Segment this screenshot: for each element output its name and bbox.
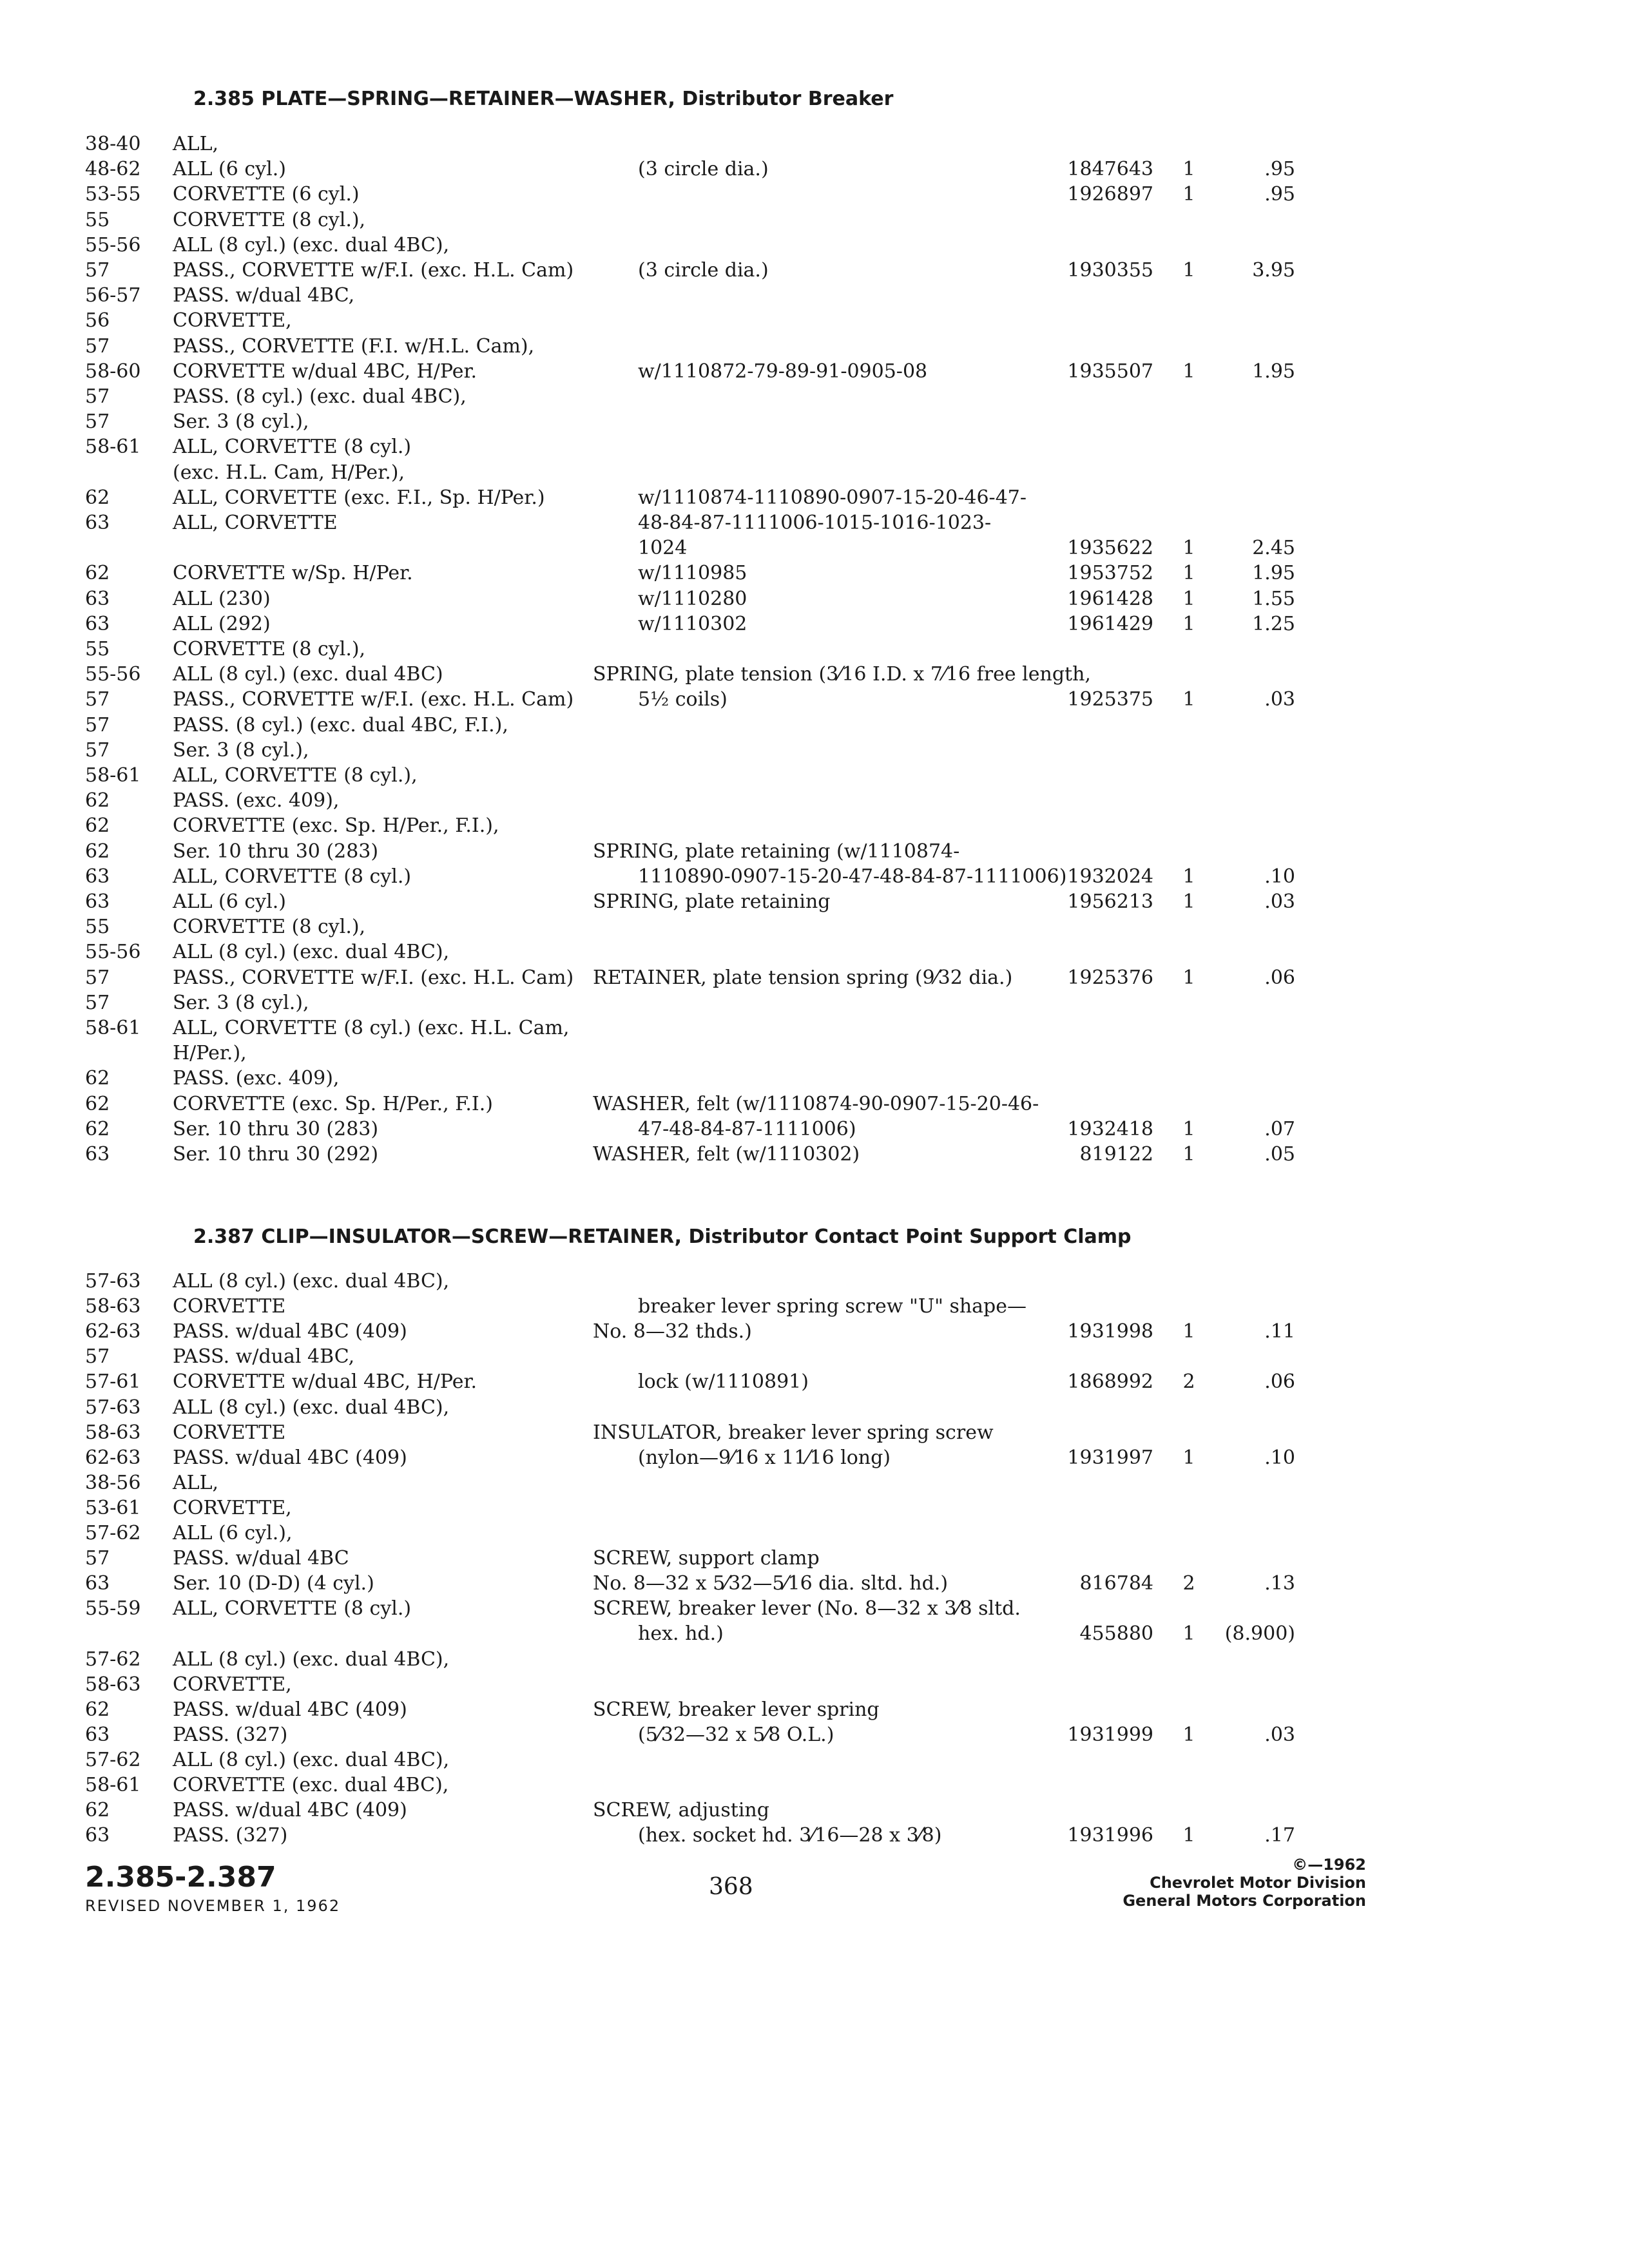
corporation-name: General Motors Corporation xyxy=(1123,1892,1366,1910)
year-cell: 62 xyxy=(85,814,110,837)
year-cell: 53-61 xyxy=(85,1497,141,1519)
table-row xyxy=(0,182,1629,207)
part-number-cell: 816784 xyxy=(1079,1572,1153,1595)
quantity-cell: 1 xyxy=(1182,562,1195,584)
year-cell: 57-61 xyxy=(85,1370,141,1393)
year-cell: 58-60 xyxy=(85,360,141,383)
model-cell: Ser. 3 (8 cyl.), xyxy=(173,739,309,762)
model-cell: PASS. w/dual 4BC (409) xyxy=(173,1446,407,1469)
table-row xyxy=(0,1269,1629,1294)
table-row xyxy=(0,940,1629,965)
publisher-block xyxy=(1095,1856,1366,1910)
year-cell: 58-61 xyxy=(85,436,141,458)
model-cell: PASS. (8 cyl.) (exc. dual 4BC), xyxy=(173,385,467,408)
table-row xyxy=(0,561,1629,586)
price-cell: .05 xyxy=(1264,1143,1295,1166)
table-row xyxy=(0,334,1629,359)
table-row xyxy=(0,132,1629,157)
model-cell: ALL (8 cyl.) (exc. dual 4BC), xyxy=(173,1396,450,1419)
year-cell: 58-61 xyxy=(85,764,141,787)
part-number-cell: 1932024 xyxy=(1067,865,1153,888)
year-cell: 55-56 xyxy=(85,234,141,256)
table-row xyxy=(0,1142,1629,1167)
price-cell: 2.45 xyxy=(1252,537,1295,559)
description-cell: SPRING, plate retaining (w/1110874- xyxy=(593,840,960,863)
quantity-cell: 1 xyxy=(1182,966,1195,989)
description-cell: (5⁄32—32 x 5⁄8 O.L.) xyxy=(638,1724,834,1746)
table-row xyxy=(0,1421,1629,1445)
part-number-cell: 1931998 xyxy=(1067,1320,1153,1343)
description-cell: breaker lever spring screw "U" shape— xyxy=(638,1295,1027,1318)
quantity-cell: 1 xyxy=(1182,1143,1195,1166)
model-cell: ALL, CORVETTE xyxy=(173,512,338,534)
year-cell: 55 xyxy=(85,209,110,231)
quantity-cell: 1 xyxy=(1182,360,1195,383)
table-row xyxy=(0,1521,1629,1546)
description-cell: (nylon—9⁄16 x 11⁄16 long) xyxy=(638,1446,891,1469)
year-cell: 58-61 xyxy=(85,1017,141,1039)
table-row xyxy=(0,991,1629,1015)
table-row xyxy=(0,1673,1629,1697)
model-cell: Ser. 10 (D-D) (4 cyl.) xyxy=(173,1572,374,1595)
description-cell: SPRING, plate tension (3⁄16 I.D. x 7⁄16 free length, xyxy=(593,663,1091,686)
footer-revised-date: REVISED NOVEMBER 1, 1962 xyxy=(85,1897,341,1915)
table-row xyxy=(0,687,1629,712)
table-row xyxy=(0,1546,1629,1571)
year-cell: 56-57 xyxy=(85,284,141,307)
quantity-cell: 1 xyxy=(1182,259,1195,282)
price-cell: .13 xyxy=(1264,1572,1295,1595)
part-number-cell: 1931996 xyxy=(1067,1824,1153,1847)
model-cell: CORVETTE w/dual 4BC, H/Per. xyxy=(173,1370,477,1393)
footer-section-code: 2.385-2.387 xyxy=(85,1861,276,1894)
model-cell: ALL (6 cyl.) xyxy=(173,890,286,913)
model-cell: PASS. w/dual 4BC (409) xyxy=(173,1799,407,1821)
description-cell: SPRING, plate retaining xyxy=(593,890,831,913)
description-cell: 47-48-84-87-1111006) xyxy=(638,1118,856,1140)
table-row xyxy=(0,1117,1629,1142)
description-cell: w/1110985 xyxy=(638,562,747,584)
model-cell: Ser. 3 (8 cyl.), xyxy=(173,992,309,1014)
description-cell: (3 circle dia.) xyxy=(638,158,769,180)
model-cell: CORVETTE (exc. Sp. H/Per., F.I.), xyxy=(173,814,499,837)
table-row xyxy=(0,1041,1629,1066)
model-cell: PASS. (327) xyxy=(173,1824,288,1847)
part-number-cell: 1926897 xyxy=(1067,183,1153,206)
year-cell: 55-59 xyxy=(85,1597,141,1620)
year-cell: 62 xyxy=(85,840,110,863)
table-row xyxy=(0,1370,1629,1394)
table-row xyxy=(0,284,1629,308)
model-cell: ALL, CORVETTE (8 cyl.) (exc. H.L. Cam, xyxy=(173,1017,570,1039)
part-number-cell: 1931997 xyxy=(1067,1446,1153,1469)
part-number-cell: 1925376 xyxy=(1067,966,1153,989)
year-cell: 53-55 xyxy=(85,183,141,206)
model-cell: ALL, xyxy=(173,133,219,155)
year-cell: 63 xyxy=(85,1143,110,1166)
table-row xyxy=(0,536,1629,561)
price-cell: .17 xyxy=(1264,1824,1295,1847)
price-cell: 1.95 xyxy=(1252,360,1295,383)
table-row xyxy=(0,208,1629,233)
model-cell: PASS. w/dual 4BC xyxy=(173,1547,349,1570)
model-cell: CORVETTE, xyxy=(173,1497,292,1519)
model-cell: H/Per.), xyxy=(173,1042,247,1064)
table-row xyxy=(0,637,1629,662)
year-cell: 57 xyxy=(85,385,110,408)
table-row xyxy=(0,1597,1629,1621)
year-cell: 57 xyxy=(85,714,110,736)
model-cell: Ser. 10 thru 30 (283) xyxy=(173,840,379,863)
table-row xyxy=(0,814,1629,838)
model-cell: CORVETTE (6 cyl.) xyxy=(173,183,360,206)
part-number-cell: 1925375 xyxy=(1067,688,1153,711)
year-cell: 62 xyxy=(85,1698,110,1721)
quantity-cell: 1 xyxy=(1182,1622,1195,1645)
quantity-cell: 1 xyxy=(1182,890,1195,913)
model-cell: ALL (8 cyl.) (exc. dual 4BC), xyxy=(173,234,450,256)
model-cell: CORVETTE xyxy=(173,1421,286,1444)
year-cell: 57 xyxy=(85,688,110,711)
model-cell: ALL (8 cyl.) (exc. dual 4BC), xyxy=(173,1648,450,1671)
price-cell: .10 xyxy=(1264,865,1295,888)
price-cell: 1.95 xyxy=(1252,562,1295,584)
description-cell: w/1110874-1110890-0907-15-20-46-47- xyxy=(638,486,1027,509)
description-cell: (3 circle dia.) xyxy=(638,259,769,282)
description-cell: WASHER, felt (w/1110302) xyxy=(593,1143,860,1166)
table-row xyxy=(0,713,1629,738)
model-cell: PASS. w/dual 4BC, xyxy=(173,284,355,307)
description-cell: w/1110872-79-89-91-0905-08 xyxy=(638,360,928,383)
year-cell: 58-63 xyxy=(85,1295,141,1318)
table-row xyxy=(0,612,1629,637)
year-cell: 55-56 xyxy=(85,663,141,686)
year-cell: 62 xyxy=(85,562,110,584)
description-cell: INSULATOR, breaker lever spring screw xyxy=(593,1421,994,1444)
year-cell: 48-62 xyxy=(85,158,141,180)
part-number-cell: 1961428 xyxy=(1067,588,1153,610)
price-cell: .03 xyxy=(1264,890,1295,913)
table-row xyxy=(0,1092,1629,1117)
table-row xyxy=(0,662,1629,687)
table-row xyxy=(0,1446,1629,1470)
quantity-cell: 1 xyxy=(1182,1724,1195,1746)
description-cell: 5½ coils) xyxy=(638,688,728,711)
model-cell: CORVETTE, xyxy=(173,309,292,332)
table-row xyxy=(0,410,1629,434)
year-cell: 57 xyxy=(85,1547,110,1570)
table-row xyxy=(0,587,1629,611)
year-cell: 57 xyxy=(85,410,110,433)
quantity-cell: 1 xyxy=(1182,588,1195,610)
model-cell: Ser. 3 (8 cyl.), xyxy=(173,410,309,433)
year-cell: 62 xyxy=(85,1799,110,1821)
table-row xyxy=(0,1723,1629,1747)
price-cell: 1.55 xyxy=(1252,588,1295,610)
table-row xyxy=(0,890,1629,914)
price-cell: .11 xyxy=(1264,1320,1295,1343)
price-cell: .06 xyxy=(1264,1370,1295,1393)
part-number-cell: 1935507 xyxy=(1067,360,1153,383)
table-row xyxy=(0,1622,1629,1646)
table-row xyxy=(0,309,1629,333)
year-cell: 63 xyxy=(85,1724,110,1746)
table-row xyxy=(0,865,1629,889)
year-cell: 62 xyxy=(85,789,110,812)
year-cell: 57-63 xyxy=(85,1396,141,1419)
table-row xyxy=(0,1823,1629,1848)
quantity-cell: 2 xyxy=(1182,1370,1195,1393)
description-cell: w/1110302 xyxy=(638,613,747,635)
quantity-cell: 1 xyxy=(1182,537,1195,559)
table-row xyxy=(0,1773,1629,1798)
price-cell: .03 xyxy=(1264,688,1295,711)
model-cell: PASS., CORVETTE w/F.I. (exc. H.L. Cam) xyxy=(173,966,574,989)
model-cell: PASS. w/dual 4BC, xyxy=(173,1345,355,1368)
year-cell: 57-62 xyxy=(85,1522,141,1544)
model-cell: CORVETTE, xyxy=(173,1673,292,1696)
year-cell: 62-63 xyxy=(85,1320,141,1343)
model-cell: PASS. w/dual 4BC (409) xyxy=(173,1320,407,1343)
description-cell: WASHER, felt (w/1110874-90-0907-15-20-46- xyxy=(593,1093,1039,1115)
year-cell: 63 xyxy=(85,512,110,534)
table-row xyxy=(0,1571,1629,1596)
year-cell: 62 xyxy=(85,1067,110,1090)
price-cell: 3.95 xyxy=(1252,259,1295,282)
table-row xyxy=(0,461,1629,485)
model-cell: CORVETTE xyxy=(173,1295,286,1318)
description-cell: SCREW, breaker lever (No. 8—32 x 3⁄8 sltd. xyxy=(593,1597,1021,1620)
table-row xyxy=(0,233,1629,258)
quantity-cell: 1 xyxy=(1182,183,1195,206)
year-cell: 63 xyxy=(85,865,110,888)
description-cell: hex. hd.) xyxy=(638,1622,724,1645)
model-cell: ALL, CORVETTE (8 cyl.), xyxy=(173,764,418,787)
year-cell: 63 xyxy=(85,1824,110,1847)
table-row xyxy=(0,915,1629,939)
part-number-cell: 1953752 xyxy=(1067,562,1153,584)
part-number-cell: 1847643 xyxy=(1067,158,1153,180)
model-cell: PASS., CORVETTE (F.I. w/H.L. Cam), xyxy=(173,335,535,358)
year-cell: 62 xyxy=(85,486,110,509)
table-row xyxy=(0,789,1629,813)
model-cell: ALL (8 cyl.) (exc. dual 4BC), xyxy=(173,941,450,963)
model-cell: ALL, CORVETTE (exc. F.I., Sp. H/Per.) xyxy=(173,486,545,509)
copyright: ©—1962 xyxy=(1292,1856,1366,1874)
quantity-cell: 1 xyxy=(1182,688,1195,711)
price-cell: .06 xyxy=(1264,966,1295,989)
year-cell: 38-40 xyxy=(85,133,141,155)
model-cell: ALL (6 cyl.), xyxy=(173,1522,293,1544)
year-cell: 62-63 xyxy=(85,1446,141,1469)
year-cell: 57 xyxy=(85,259,110,282)
table-row xyxy=(0,1471,1629,1495)
table-row xyxy=(0,1396,1629,1420)
description-cell: No. 8—32 x 5⁄32—5⁄16 dia. sltd. hd.) xyxy=(593,1572,949,1595)
model-cell: PASS., CORVETTE w/F.I. (exc. H.L. Cam) xyxy=(173,259,574,282)
table-row xyxy=(0,738,1629,763)
year-cell: 57 xyxy=(85,739,110,762)
model-cell: ALL (8 cyl.) (exc. dual 4BC) xyxy=(173,663,443,686)
model-cell: (exc. H.L. Cam, H/Per.), xyxy=(173,461,405,484)
table-row xyxy=(0,1066,1629,1091)
model-cell: PASS. w/dual 4BC (409) xyxy=(173,1698,407,1721)
table-row xyxy=(0,511,1629,535)
part-number-cell: 1932418 xyxy=(1067,1118,1153,1140)
quantity-cell: 1 xyxy=(1182,158,1195,180)
model-cell: CORVETTE w/dual 4BC, H/Per. xyxy=(173,360,477,383)
table-row xyxy=(0,1698,1629,1722)
part-number-cell: 819122 xyxy=(1079,1143,1153,1166)
part-number-cell: 1961429 xyxy=(1067,613,1153,635)
description-cell: 1110890-0907-15-20-47-48-84-87-1111006) xyxy=(638,865,1067,888)
table-row xyxy=(0,764,1629,788)
year-cell: 55-56 xyxy=(85,941,141,963)
year-cell: 63 xyxy=(85,890,110,913)
table-row xyxy=(0,840,1629,864)
model-cell: CORVETTE w/Sp. H/Per. xyxy=(173,562,413,584)
year-cell: 57 xyxy=(85,1345,110,1368)
table-row xyxy=(0,157,1629,182)
quantity-cell: 1 xyxy=(1182,613,1195,635)
year-cell: 56 xyxy=(85,309,110,332)
price-cell: 1.25 xyxy=(1252,613,1295,635)
quantity-cell: 2 xyxy=(1182,1572,1195,1595)
part-number-cell: 1930355 xyxy=(1067,259,1153,282)
year-cell: 63 xyxy=(85,1572,110,1595)
section-title-2-387: 2.387 CLIP—INSULATOR—SCREW—RETAINER, Distributor Contact Point Support Clamp xyxy=(193,1225,1132,1248)
description-cell: SCREW, breaker lever spring xyxy=(593,1698,880,1721)
table-row xyxy=(0,258,1629,283)
model-cell: CORVETTE (exc. Sp. H/Per., F.I.) xyxy=(173,1093,494,1115)
year-cell: 62 xyxy=(85,1093,110,1115)
description-cell: No. 8—32 thds.) xyxy=(593,1320,752,1343)
description-cell: 48-84-87-1111006-1015-1016-1023- xyxy=(638,512,992,534)
model-cell: CORVETTE (8 cyl.), xyxy=(173,209,366,231)
quantity-cell: 1 xyxy=(1182,1446,1195,1469)
part-number-cell: 1931999 xyxy=(1067,1724,1153,1746)
model-cell: ALL, CORVETTE (8 cyl.) xyxy=(173,865,412,888)
description-cell: RETAINER, plate tension spring (9⁄32 dia.) xyxy=(593,966,1013,989)
year-cell: 57 xyxy=(85,992,110,1014)
model-cell: CORVETTE (8 cyl.), xyxy=(173,638,366,660)
description-cell: (hex. socket hd. 3⁄16—28 x 3⁄8) xyxy=(638,1824,942,1847)
part-number-cell: 1868992 xyxy=(1067,1370,1153,1393)
model-cell: ALL, CORVETTE (8 cyl.) xyxy=(173,1597,412,1620)
description-cell: SCREW, support clamp xyxy=(593,1547,820,1570)
year-cell: 57 xyxy=(85,335,110,358)
year-cell: 57 xyxy=(85,966,110,989)
model-cell: PASS. (327) xyxy=(173,1724,288,1746)
part-number-cell: 1935622 xyxy=(1067,537,1153,559)
table-row xyxy=(0,360,1629,384)
table-row xyxy=(0,1748,1629,1773)
model-cell: Ser. 10 thru 30 (292) xyxy=(173,1143,379,1166)
price-cell: .95 xyxy=(1264,183,1295,206)
year-cell: 63 xyxy=(85,613,110,635)
description-cell: w/1110280 xyxy=(638,588,747,610)
quantity-cell: 1 xyxy=(1182,1118,1195,1140)
model-cell: PASS. (exc. 409), xyxy=(173,789,340,812)
quantity-cell: 1 xyxy=(1182,865,1195,888)
year-cell: 62 xyxy=(85,1118,110,1140)
model-cell: PASS. (exc. 409), xyxy=(173,1067,340,1090)
year-cell: 57-62 xyxy=(85,1749,141,1771)
page-number: 368 xyxy=(709,1874,753,1900)
quantity-cell: 1 xyxy=(1182,1320,1195,1343)
year-cell: 58-61 xyxy=(85,1774,141,1796)
model-cell: ALL, CORVETTE (8 cyl.) xyxy=(173,436,412,458)
model-cell: ALL (6 cyl.) xyxy=(173,158,286,180)
part-number-cell: 1956213 xyxy=(1067,890,1153,913)
price-cell: .95 xyxy=(1264,158,1295,180)
year-cell: 63 xyxy=(85,588,110,610)
year-cell: 38-56 xyxy=(85,1472,141,1494)
model-cell: ALL (8 cyl.) (exc. dual 4BC), xyxy=(173,1749,450,1771)
table-row xyxy=(0,1496,1629,1521)
table-row xyxy=(0,1294,1629,1319)
price-cell: .07 xyxy=(1264,1118,1295,1140)
part-number-cell: 455880 xyxy=(1079,1622,1153,1645)
model-cell: ALL (292) xyxy=(173,613,271,635)
description-cell: SCREW, adjusting xyxy=(593,1799,769,1821)
model-cell: ALL (230) xyxy=(173,588,271,610)
model-cell: CORVETTE (exc. dual 4BC), xyxy=(173,1774,449,1796)
table-row xyxy=(0,385,1629,409)
section-title-2-385: 2.385 PLATE—SPRING—RETAINER—WASHER, Distributor Breaker xyxy=(193,88,894,110)
year-cell: 57-63 xyxy=(85,1270,141,1293)
quantity-cell: 1 xyxy=(1182,1824,1195,1847)
table-row xyxy=(0,1345,1629,1369)
year-cell: 55 xyxy=(85,916,110,938)
year-cell: 58-63 xyxy=(85,1673,141,1696)
description-cell: 1024 xyxy=(638,537,688,559)
year-cell: 58-63 xyxy=(85,1421,141,1444)
model-cell: ALL, xyxy=(173,1472,219,1494)
model-cell: Ser. 10 thru 30 (283) xyxy=(173,1118,379,1140)
price-cell: .03 xyxy=(1264,1724,1295,1746)
table-row xyxy=(0,1320,1629,1344)
model-cell: CORVETTE (8 cyl.), xyxy=(173,916,366,938)
table-row xyxy=(0,435,1629,459)
price-cell: .10 xyxy=(1264,1446,1295,1469)
model-cell: PASS. (8 cyl.) (exc. dual 4BC, F.I.), xyxy=(173,714,508,736)
table-row xyxy=(0,1798,1629,1823)
description-cell: lock (w/1110891) xyxy=(638,1370,809,1393)
table-row xyxy=(0,1648,1629,1672)
year-cell: 57-62 xyxy=(85,1648,141,1671)
model-cell: ALL (8 cyl.) (exc. dual 4BC), xyxy=(173,1270,450,1293)
year-cell: 55 xyxy=(85,638,110,660)
table-row xyxy=(0,1016,1629,1041)
model-cell: PASS., CORVETTE w/F.I. (exc. H.L. Cam) xyxy=(173,688,574,711)
table-row xyxy=(0,486,1629,510)
table-row xyxy=(0,966,1629,990)
price-cell: (8.900) xyxy=(1224,1622,1295,1645)
division-name: Chevrolet Motor Division xyxy=(1150,1874,1366,1892)
